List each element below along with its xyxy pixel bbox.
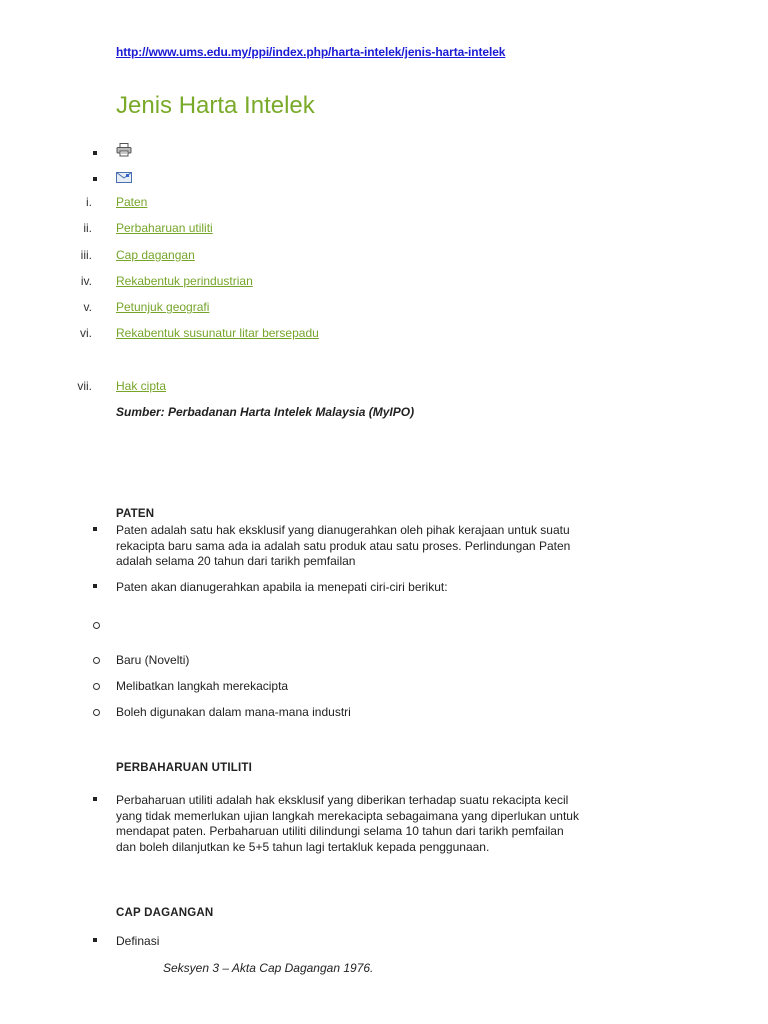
toc-link-paten[interactable]: Paten — [116, 195, 148, 209]
text-line: rekacipta baru sama ada ia adalah satu produk atau satu proses. Perlindungan Paten — [116, 538, 571, 553]
bullet-circle — [93, 622, 100, 629]
text-line: Perbaharuan utiliti adalah hak eksklusif yang diberikan terhadap suatu rekacipta kecil — [116, 793, 569, 807]
bullet-circle — [93, 683, 100, 690]
bullet-square — [93, 938, 97, 942]
toc-number: iv. — [80, 274, 92, 288]
bullet-square — [93, 584, 97, 588]
toc-link-hak-cipta[interactable]: Hak cipta — [116, 379, 167, 393]
toc-link-rekabentuk-susunatur[interactable]: Rekabentuk susunatur litar bersepadu — [116, 326, 319, 340]
toc-number: v. — [83, 300, 92, 314]
toc-link-rekabentuk-perindustrian[interactable]: Rekabentuk perindustrian — [116, 274, 253, 288]
printer-icon[interactable] — [116, 143, 132, 162]
toc-number: i. — [86, 195, 92, 209]
bullet-square — [93, 151, 97, 155]
section-heading-perbaharuan-utiliti: PERBAHARUAN UTILITI — [116, 762, 253, 774]
text-line: Paten adalah satu hak eksklusif yang dianugerahkan oleh pihak kerajaan untuk suatu — [116, 523, 570, 537]
text-line: dan boleh dilanjutkan ke 5+5 tahun lagi tertakluk kepada penggunaan. — [116, 839, 490, 854]
toc-link-cap-dagangan[interactable]: Cap dagangan — [116, 248, 195, 262]
toc-number: vi. — [80, 326, 92, 340]
bullet-circle — [93, 657, 100, 664]
utiliti-paragraph — [116, 793, 579, 855]
cap-definition-label: Definasi — [116, 934, 160, 948]
toc-link-perbaharuan-utiliti[interactable]: Perbaharuan utiliti — [116, 221, 213, 235]
email-icon[interactable] — [116, 170, 132, 188]
toc-number: vii. — [77, 379, 92, 393]
bullet-square — [93, 797, 97, 801]
cap-legal-reference: Seksyen 3 – Akta Cap Dagangan 1976. — [163, 961, 374, 975]
source-citation: Sumber: Perbadanan Harta Intelek Malaysia (MyIPO) — [116, 405, 415, 419]
section-heading-paten: PATEN — [116, 508, 155, 520]
source-url-link[interactable]: http://www.ums.edu.my/ppi/index.php/harta-intelek/jenis-harta-intelek — [116, 45, 506, 59]
page-title: Jenis Harta Intelek — [116, 92, 315, 119]
text-line: yang tidak memerlukan ujian langkah merekacipta sebagaimana yang diperlukan untuk — [116, 808, 579, 823]
toc-number: iii. — [80, 248, 92, 262]
criteria-item: Melibatkan langkah merekacipta — [116, 679, 289, 693]
bullet-square — [93, 177, 97, 181]
paten-paragraph — [116, 523, 570, 570]
criteria-item: Boleh digunakan dalam mana-mana industri — [116, 705, 351, 719]
toc-number: ii. — [83, 221, 92, 235]
bullet-square — [93, 527, 97, 531]
section-heading-cap-dagangan: CAP DAGANGAN — [116, 907, 214, 919]
bullet-circle — [93, 709, 100, 716]
criteria-item: Baru (Novelti) — [116, 653, 190, 667]
toc-link-petunjuk-geografi[interactable]: Petunjuk geografi — [116, 300, 210, 314]
text-line: mendapat paten. Perbaharuan utiliti dilindungi selama 10 tahun dari tarikh pemfailan — [116, 824, 564, 838]
paten-criteria-intro: Paten akan dianugerahkan apabila ia menepati ciri-ciri berikut: — [116, 580, 448, 594]
text-line: adalah selama 20 tahun dari tarikh pemfailan — [116, 554, 356, 568]
